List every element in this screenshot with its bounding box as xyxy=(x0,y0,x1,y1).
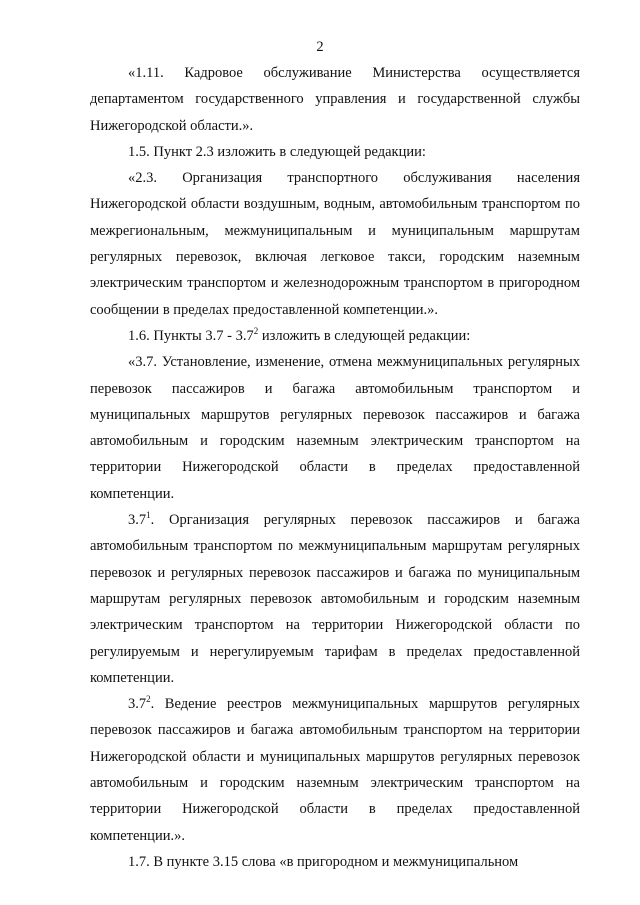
superscript: 2 xyxy=(253,325,259,336)
paragraph-3-7-1-end: . Организация регулярных перевозок пассажиров и багажа автомобильным транспортом по межмуниципальным маршрутам регулярных перевозок и регулярных перевозок пассажиров и багажа по муниципальным маршрутам регулярных перевозок автомобильным и городским наземным электрическим транспортом на территории Нижегородской области по регулируемым и нерегулируемым тарифам в пределах предоставленной компетенции. xyxy=(90,512,580,686)
paragraph-3-7-2-start: 3.7 xyxy=(128,696,147,713)
paragraph-1-5: 1.5. Пункт 2.3 изложить в следующей редакции: xyxy=(128,143,426,160)
paragraph-1-11: «1.11. Кадровое обслуживание Министерства осуществляется департаментом государственного управления и государственной службы Нижегородской области.». xyxy=(90,65,580,134)
paragraph-3-7-1-start: 3.7 xyxy=(128,512,147,529)
paragraph-1-7: 1.7. В пункте 3.15 слова «в пригородном и межмуниципальном xyxy=(128,853,519,870)
paragraph-2-3: «2.3. Организация транспортного обслуживания населения Нижегородской области воздушным, водным, автомобильным транспортом по межрегиональным, межмуниципальным и муниципальным маршрутам регулярных перевозок, включая легковое такси, городским наземным электрическим транспортом и железнодорожным транспортом в пригородном сообщении в пределах предоставленной компетенции.». xyxy=(90,170,580,318)
paragraph-1-6-start: 1.6. Пункты 3.7 - 3.7 xyxy=(128,327,254,344)
paragraph-3-7-2 xyxy=(90,691,580,849)
paragraph-1-6-end: изложить в следующей редакции: xyxy=(258,327,471,344)
superscript: 1 xyxy=(146,510,151,521)
page-number: 2 xyxy=(316,39,324,55)
paragraph-1-6 xyxy=(90,323,580,349)
paragraph-3-7: «3.7. Установление, изменение, отмена межмуниципальных регулярных перевозок пассажиров и багажа автомобильным транспортом и муниципальных маршрутов регулярных перевозок пассажиров и багажа автомобильным и городским наземным электрическим транспортом на территории Нижегородской области в пределах предоставленной компетенции. xyxy=(90,354,580,502)
superscript: 2 xyxy=(146,694,151,705)
document-body xyxy=(90,60,580,875)
paragraph-3-7-1 xyxy=(90,507,580,691)
paragraph-3-7-2-end: . Ведение реестров межмуниципальных маршрутов регулярных перевозок пассажиров и багажа автомобильным транспортом на территории Нижегородской области и муниципальных маршрутов регулярных перевозок автомобильным и городским наземным электрическим транспортом на территории Нижегородской области в пределах предоставленной компетенции.». xyxy=(90,696,580,844)
